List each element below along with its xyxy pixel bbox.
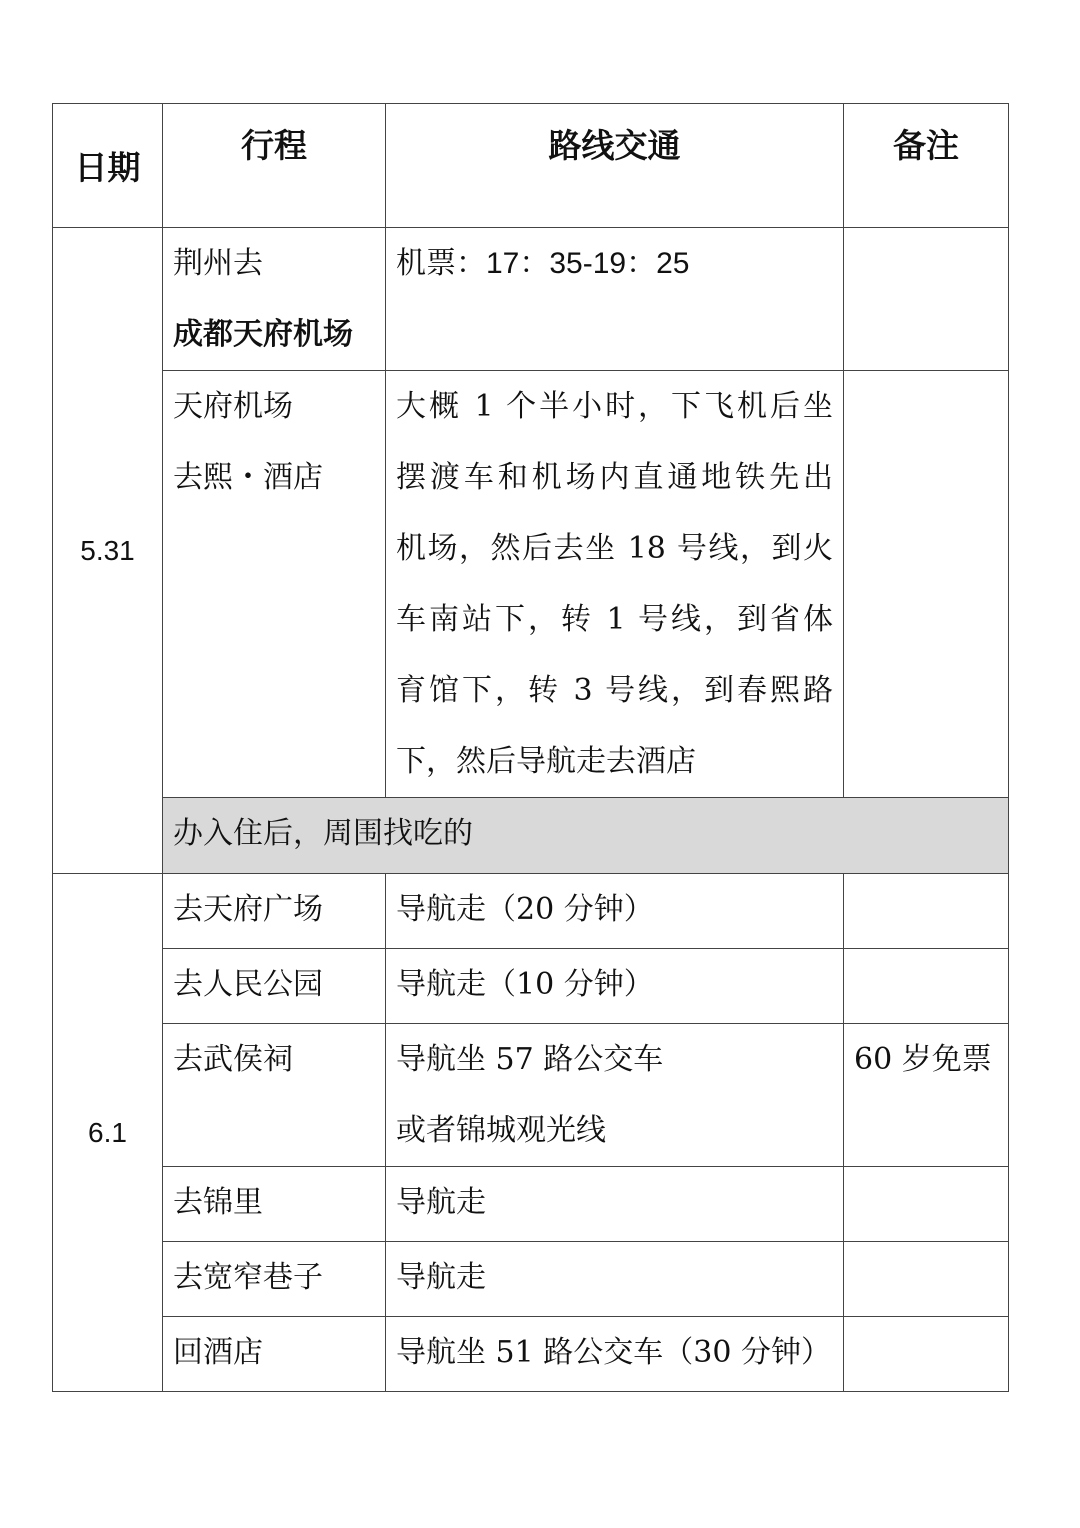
table-row: [53, 798, 1009, 874]
route-line: 导航走: [396, 1185, 486, 1220]
header-route: 路线交通: [386, 104, 844, 228]
trip-line: 去宽窄巷子: [173, 1260, 323, 1295]
note-cell: [844, 1317, 1009, 1392]
route-line: 或者锦城观光线: [396, 1113, 606, 1148]
note-cell: [844, 1024, 1009, 1167]
trip-line: 去锦里: [173, 1185, 263, 1220]
route-line: 导航走（20 分钟）: [396, 892, 654, 927]
route-line: 育馆下，转 3 号线，到春熙路: [396, 673, 833, 708]
route-cell: [386, 228, 844, 371]
route-line: 导航坐 57 路公交车: [396, 1042, 664, 1077]
header-date: 日期: [53, 104, 163, 228]
table-row: [53, 371, 1009, 798]
route-line: 摆渡车和机场内直通地铁先出: [396, 460, 833, 495]
header-trip: 行程: [163, 104, 386, 228]
note-cell: [844, 1242, 1009, 1317]
table-row: [53, 1024, 1009, 1167]
route-cell: [386, 1242, 844, 1317]
route-line: 导航走: [396, 1260, 486, 1295]
trip-line: 去武侯祠: [173, 1042, 293, 1077]
trip-cell: [163, 1317, 386, 1392]
route-cell: [386, 1024, 844, 1167]
note-cell: [844, 949, 1009, 1024]
table-row: [53, 949, 1009, 1024]
trip-cell: [163, 1167, 386, 1242]
route-cell: [386, 1167, 844, 1242]
route-line: 大概 1 个半小时，下飞机后坐: [396, 389, 833, 424]
table-row: [53, 1167, 1009, 1242]
merged-note-text: 办入住后，周围找吃的: [173, 816, 473, 851]
trip-line: 去熙・酒店: [173, 460, 323, 495]
route-line: 机场，然后去坐 18 号线，到火: [396, 531, 833, 566]
route-line: 机票：17：35-19：25: [396, 247, 690, 280]
note-cell: [844, 1167, 1009, 1242]
header-row: [53, 104, 1009, 228]
merged-note-cell: [163, 798, 1009, 874]
trip-cell: [163, 1242, 386, 1317]
route-cell: [386, 371, 844, 798]
table-row: [53, 1242, 1009, 1317]
note-cell: [844, 228, 1009, 371]
route-cell: [386, 874, 844, 949]
route-line: 导航走（10 分钟）: [396, 967, 654, 1002]
date-cell: 6.1: [53, 874, 163, 1392]
trip-line: 荆州去: [173, 246, 263, 281]
table-row: [53, 874, 1009, 949]
trip-cell: [163, 949, 386, 1024]
trip-cell: [163, 228, 386, 371]
note-cell: [844, 874, 1009, 949]
table-row: [53, 228, 1009, 371]
trip-line: 回酒店: [173, 1335, 263, 1370]
trip-line: 天府机场: [173, 389, 293, 424]
route-cell: [386, 949, 844, 1024]
trip-cell: [163, 1024, 386, 1167]
itinerary-table: [52, 103, 1009, 1392]
trip-line: 去天府广场: [173, 892, 323, 927]
route-line: 导航坐 51 路公交车（30 分钟）: [396, 1335, 831, 1370]
trip-line: 成都天府机场: [173, 317, 353, 352]
trip-line: 去人民公园: [173, 967, 323, 1002]
route-line: 车南站下，转 1 号线，到省体: [396, 602, 833, 637]
trip-cell: [163, 371, 386, 798]
note-text: 60 岁免票: [854, 1042, 992, 1077]
route-cell: [386, 1317, 844, 1392]
table-row: [53, 1317, 1009, 1392]
date-cell: 5.31: [53, 228, 163, 874]
route-line: 下，然后导航走去酒店: [396, 744, 696, 779]
note-cell: [844, 371, 1009, 798]
trip-cell: [163, 874, 386, 949]
header-note: 备注: [844, 104, 1009, 228]
